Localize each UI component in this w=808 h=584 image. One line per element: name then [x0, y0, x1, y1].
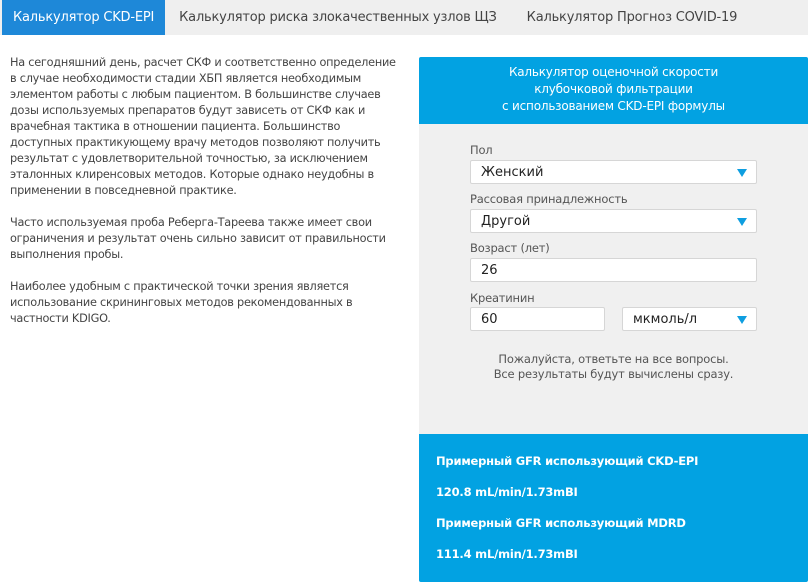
sex-label: Пол: [470, 143, 493, 157]
chevron-down-icon: [737, 316, 747, 324]
creatinine-unit-value: мкмоль/л: [633, 311, 698, 327]
ckd-epi-result-value: 120.8 mL/min/1.73mBI: [436, 485, 578, 499]
tab-covid-prognosis[interactable]: Калькулятор Прогноз COVID-19: [526, 10, 738, 25]
intro-paragraph: Часто используемая проба Реберга-Тареева также имеет свои ограничения и результат очень сильно зависит от правильности выполнения пробы.: [10, 216, 386, 261]
chevron-down-icon: [737, 169, 747, 177]
tab-thyroid-nodule-risk[interactable]: Калькулятор риска злокачественных узлов ЩЗ: [179, 10, 497, 25]
sex-select-value: Женский: [481, 164, 544, 180]
instruction-line: Пожалуйста, ответьте на все вопросы.: [498, 352, 729, 366]
mdrd-result-label: Примерный GFR использующий MDRD: [436, 516, 686, 530]
intro-text: [10, 55, 405, 343]
calculator-panel: [419, 57, 808, 434]
calculator-form: [419, 124, 808, 434]
creatinine-unit-select[interactable]: [622, 307, 757, 331]
ckd-epi-result-label: Примерный GFR использующий CKD-EPI: [436, 454, 699, 468]
instruction-line: Все результаты будут вычислены сразу.: [493, 367, 734, 381]
results-box: [419, 434, 808, 582]
race-select[interactable]: [470, 209, 757, 233]
age-input-value: 26: [481, 262, 498, 278]
creatinine-label: Креатинин: [470, 291, 535, 305]
instruction-note: [419, 352, 808, 382]
creatinine-input-value: 60: [481, 311, 498, 327]
intro-paragraph: Наиболее удобным с практической точки зрения является использование скрининговых методов рекомендованных в частности KDIGO.: [10, 280, 353, 325]
creatinine-input[interactable]: [470, 307, 605, 331]
sex-select[interactable]: [470, 160, 757, 184]
tab-bar: [0, 0, 808, 35]
calculator-title-line: с использованием CKD-EPI формулы: [502, 99, 725, 113]
age-label: Возраст (лет): [470, 241, 550, 255]
chevron-down-icon: [737, 218, 747, 226]
mdrd-result-value: 111.4 mL/min/1.73mBI: [436, 547, 578, 561]
calculator-title-line: Калькулятор оценочной скорости: [508, 65, 719, 79]
race-label: Рассовая принадлежность: [470, 192, 628, 206]
age-input[interactable]: [470, 258, 757, 282]
tab-ckd-epi[interactable]: Калькулятор CKD-EPI: [2, 0, 165, 35]
calculator-title-line: клубочковой фильтрации: [534, 82, 693, 96]
calculator-title: [419, 57, 808, 124]
intro-paragraph: На сегодняшний день, расчет СКФ и соответственно определение в случае необходимости стадии ХБП является необходимым элементом работы с любым пациентом. В большинстве случаев дозы используемых препаратов будут зависеть от СКФ как и врачебная тактика в отношении пациента. Большинство доступных практикующему врачу методов позволяют получить результат с удовлетворительной точностью, за исключением эталонных клиренсовых методов. Которые однако неудобны в применении в повседневной практике.: [10, 56, 396, 197]
race-select-value: Другой: [481, 213, 531, 229]
